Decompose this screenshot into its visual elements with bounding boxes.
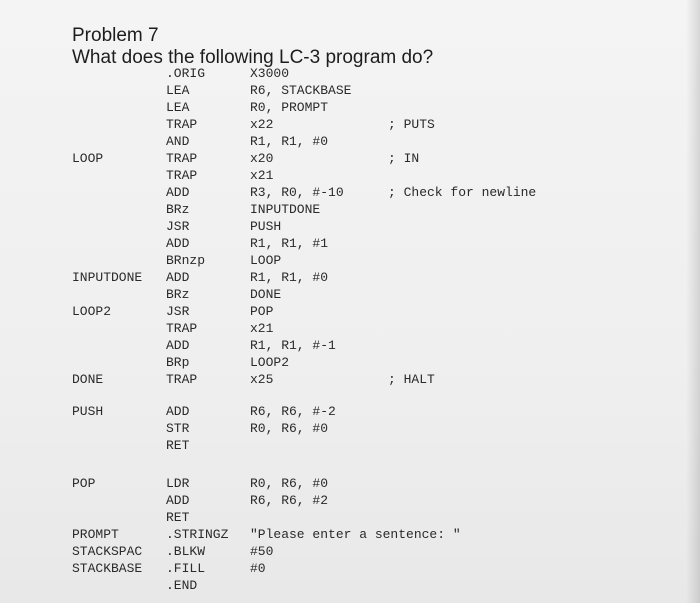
- code-line: [0, 510, 700, 527]
- code-line: [0, 151, 700, 168]
- code-operands: x21: [250, 321, 274, 336]
- code-line: [0, 304, 700, 321]
- code-line: [0, 168, 700, 185]
- code-opcode: LDR: [166, 476, 190, 491]
- code-line: [0, 578, 700, 595]
- code-label: INPUTDONE: [72, 270, 143, 285]
- code-operands: R0, R6, #0: [250, 476, 329, 491]
- code-operands: #50: [250, 544, 274, 559]
- code-opcode: .END: [166, 578, 198, 593]
- code-operands: POP: [250, 304, 274, 319]
- code-line: [0, 100, 700, 117]
- code-operands: #0: [250, 561, 266, 576]
- code-operands: R0, R6, #0: [250, 421, 329, 436]
- code-comment: ; IN: [388, 151, 420, 166]
- code-line: [0, 134, 700, 151]
- code-comment: ; HALT: [388, 372, 435, 387]
- code-line: [0, 355, 700, 372]
- code-opcode: BRp: [166, 355, 190, 370]
- code-line: [0, 236, 700, 253]
- code-opcode: .STRINGZ: [166, 527, 229, 542]
- code-operands: R6, R6, #-2: [250, 404, 336, 419]
- code-operands: R1, R1, #0: [250, 134, 329, 149]
- code-opcode: JSR: [166, 219, 190, 234]
- code-opcode: TRAP: [166, 372, 198, 387]
- code-line: [0, 544, 700, 561]
- code-opcode: .FILL: [166, 561, 206, 576]
- code-opcode: STR: [166, 421, 190, 436]
- code-operands: X3000: [250, 66, 290, 81]
- code-operands: R1, R1, #0: [250, 270, 329, 285]
- code-line: [0, 421, 700, 438]
- code-line: [0, 253, 700, 270]
- code-operands: x22: [250, 117, 274, 132]
- code-comment: ; PUTS: [388, 117, 435, 132]
- code-operands: x25: [250, 372, 274, 387]
- code-label: STACKSPAC: [72, 544, 143, 559]
- code-opcode: ADD: [166, 236, 190, 251]
- code-line: [0, 527, 700, 544]
- code-label: LOOP: [72, 151, 104, 166]
- code-line: [0, 493, 700, 510]
- code-label: PUSH: [72, 404, 104, 419]
- code-opcode: ADD: [166, 185, 190, 200]
- code-operands: R6, R6, #2: [250, 493, 329, 508]
- code-opcode: .ORIG: [166, 66, 206, 81]
- code-label: POP: [72, 476, 96, 491]
- code-opcode: TRAP: [166, 151, 198, 166]
- code-line: [0, 83, 700, 100]
- code-line: [0, 404, 700, 421]
- code-operands: LOOP: [250, 253, 282, 268]
- code-opcode: BRz: [166, 287, 190, 302]
- code-opcode: RET: [166, 510, 190, 525]
- code-line: [0, 438, 700, 455]
- code-operands: R1, R1, #-1: [250, 338, 336, 353]
- code-opcode: ADD: [166, 270, 190, 285]
- code-label: PROMPT: [72, 527, 119, 542]
- code-line: [0, 117, 700, 134]
- code-opcode: LEA: [166, 100, 190, 115]
- code-opcode: TRAP: [166, 117, 198, 132]
- code-operands: x20: [250, 151, 274, 166]
- code-opcode: BRz: [166, 202, 190, 217]
- code-line: [0, 185, 700, 202]
- code-operands: PUSH: [250, 219, 282, 234]
- code-line: [0, 561, 700, 578]
- code-opcode: AND: [166, 134, 190, 149]
- code-operands: "Please enter a sentence: ": [250, 527, 461, 542]
- code-operands: R0, PROMPT: [250, 100, 329, 115]
- code-operands: DONE: [250, 287, 282, 302]
- code-operands: x21: [250, 168, 274, 183]
- code-opcode: TRAP: [166, 321, 198, 336]
- code-operands: R6, STACKBASE: [250, 83, 352, 98]
- code-label: STACKBASE: [72, 561, 143, 576]
- code-comment: ; Check for newline: [388, 185, 537, 200]
- code-operands: LOOP2: [250, 355, 290, 370]
- code-opcode: ADD: [166, 338, 190, 353]
- code-opcode: RET: [166, 438, 190, 453]
- code-opcode: BRnzp: [166, 253, 206, 268]
- code-line: [0, 287, 700, 304]
- code-line: [0, 202, 700, 219]
- code-opcode: LEA: [166, 83, 190, 98]
- code-line: [0, 66, 700, 83]
- question-text: What does the following LC-3 program do?: [72, 47, 434, 68]
- code-operands: INPUTDONE: [250, 202, 321, 217]
- code-opcode: JSR: [166, 304, 190, 319]
- code-operands: R3, R0, #-10: [250, 185, 344, 200]
- code-label: LOOP2: [72, 304, 112, 319]
- code-opcode: .BLKW: [166, 544, 206, 559]
- code-operands: R1, R1, #1: [250, 236, 329, 251]
- code-line: [0, 219, 700, 236]
- code-line: [0, 372, 700, 389]
- problem-title: Problem 7: [72, 25, 159, 46]
- code-line: [0, 338, 700, 355]
- code-line: [0, 476, 700, 493]
- code-opcode: ADD: [166, 493, 190, 508]
- code-line: [0, 321, 700, 338]
- code-label: DONE: [72, 372, 104, 387]
- code-line: [0, 270, 700, 287]
- code-opcode: TRAP: [166, 168, 198, 183]
- code-opcode: ADD: [166, 404, 190, 419]
